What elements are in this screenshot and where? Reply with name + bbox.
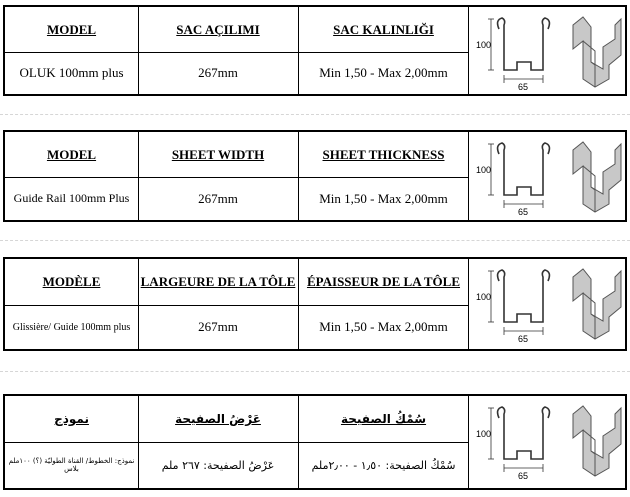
header-model: MODEL: [46, 146, 97, 162]
spec-table-grid: [5, 396, 469, 488]
column-divider: [138, 259, 139, 349]
column-divider: [298, 7, 299, 94]
header-model: MODEL: [46, 21, 97, 37]
profile-images: [469, 7, 625, 94]
profile-images: [469, 259, 625, 349]
header-sheet-width: عَرْضُ الصفيحة: [175, 412, 261, 426]
value-model: نموذج: الخطوط/ القناة الطوليّة (؟) ١٠٠ملم بلاس: [8, 457, 135, 473]
column-divider: [138, 7, 139, 94]
height-dimension-label: 100: [476, 429, 492, 439]
row-divider: [5, 442, 469, 443]
value-model: OLUK 100mm plus: [19, 65, 124, 80]
profile-drawing: [469, 132, 629, 220]
width-dimension-label: 65: [518, 334, 529, 344]
row-divider: [5, 177, 469, 178]
profile-dimension-drawing: [488, 407, 549, 472]
header-sheet-thickness: سُمْكُ الصفيحة: [340, 412, 427, 426]
value-model: Glissière/ Guide 100mm plus: [12, 321, 131, 333]
header-model: نموذج: [54, 412, 89, 426]
profile-drawing: [469, 7, 629, 94]
column-divider: [138, 132, 139, 220]
row-divider: [5, 52, 469, 53]
page-separator: [0, 114, 630, 115]
column-divider: [298, 259, 299, 349]
height-dimension-label: 100: [476, 40, 492, 50]
value-sheet-thickness: سُمْكُ الصفيحة: ١٫٥٠ - ٢٫٠٠ملم: [311, 458, 456, 472]
profile-3d-image: [573, 406, 621, 476]
spec-table-grid: [5, 7, 469, 94]
width-dimension-label: 65: [518, 471, 529, 481]
column-divider: [298, 132, 299, 220]
value-sheet-width: 267mm: [198, 319, 238, 334]
header-sheet-width: LARGEURE DE LA TÔLE: [140, 274, 296, 289]
value-sheet-width: 267mm: [198, 190, 238, 206]
header-sheet-width: SHEET WIDTH: [171, 146, 265, 162]
column-divider: [138, 396, 139, 488]
value-sheet-thickness: Min 1,50 - Max 2,00mm: [319, 190, 448, 206]
profile-dimension-drawing: [488, 143, 549, 208]
spec-table-grid: [5, 259, 469, 349]
row-divider: [5, 305, 469, 306]
spec-table-english: [3, 130, 627, 222]
spec-table-arabic: [3, 394, 627, 490]
width-dimension-label: 65: [518, 82, 529, 92]
profile-drawing: [469, 396, 629, 488]
header-sheet-thickness: SHEET THICKNESS: [322, 146, 445, 162]
profile-dimension-drawing: [488, 270, 549, 335]
spec-table-grid: [5, 132, 469, 220]
profile-3d-image: [573, 142, 621, 212]
value-sheet-thickness: Min 1,50 - Max 2,00mm: [319, 65, 448, 80]
profile-3d-image: [573, 17, 621, 87]
header-sheet-thickness: SAC KALINLIĞI: [333, 21, 434, 37]
spec-table-french: [3, 257, 627, 351]
page-separator: [0, 240, 630, 241]
header-sheet-width: SAC AÇILIMI: [176, 21, 260, 37]
page-separator: [0, 371, 630, 372]
value-sheet-thickness: Min 1,50 - Max 2,00mm: [319, 319, 448, 334]
value-model: Guide Rail 100mm Plus: [13, 191, 130, 205]
height-dimension-label: 100: [476, 292, 492, 302]
profile-drawing: [469, 259, 629, 349]
width-dimension-label: 65: [518, 207, 529, 217]
value-sheet-width: عَرْضُ الصفيحة: ٢٦٧ ملم: [161, 458, 275, 472]
profile-images: [469, 132, 625, 220]
height-dimension-label: 100: [476, 165, 492, 175]
value-sheet-width: 267mm: [198, 65, 238, 80]
header-sheet-thickness: ÉPAISSEUR DE LA TÔLE: [306, 274, 461, 289]
header-model: MODÈLE: [42, 274, 101, 289]
column-divider: [298, 396, 299, 488]
profile-dimension-drawing: [488, 18, 549, 83]
profile-images: [469, 396, 625, 488]
profile-3d-image: [573, 269, 621, 339]
spec-table-turkish: [3, 5, 627, 96]
